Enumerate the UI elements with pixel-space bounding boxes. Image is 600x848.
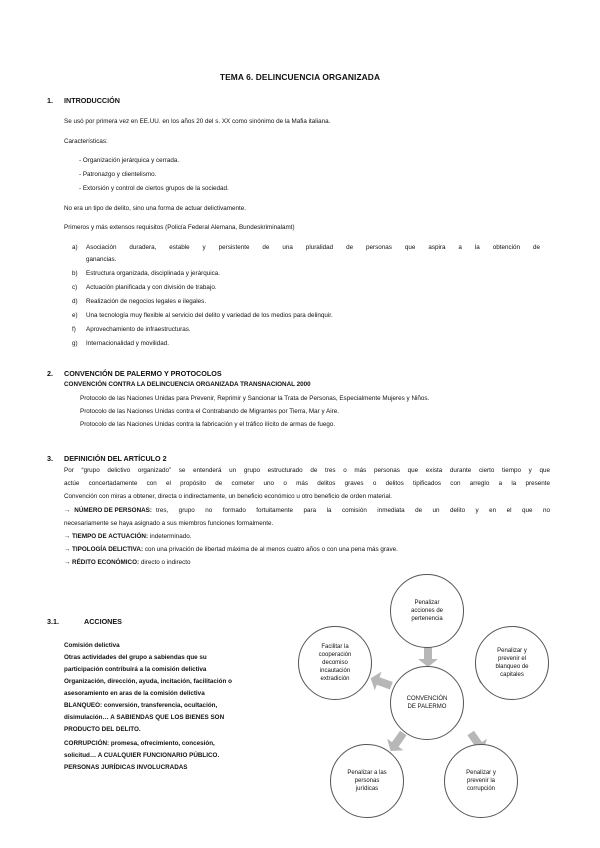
node-text: capitales — [500, 672, 524, 678]
definition-paragraph: Por “grupo delictivo organizado” se entenderá un grupo estructurado de tres o más personas que exista durante cierto tiempo y que — [64, 467, 550, 474]
protocol-item: Protocolo de las Naciones Unidas contra el Contrabando de Migrantes por Tierra, Mar y Aire. — [80, 408, 340, 415]
node-text: blanqueo de — [495, 664, 529, 670]
requirement-text-cont: ganancias. — [86, 256, 117, 263]
convention-subheading: CONVENCIÓN CONTRA LA DELINCUENCIA ORGANIZADA TRANSNACIONAL 2000 — [64, 381, 311, 388]
criterion-text: tres, grupo no formado fortuitamente para la comisión inmediata de un delito y en el que no — [155, 507, 550, 514]
requirement-letter: g) — [72, 340, 78, 347]
section-1-number: 1. — [47, 96, 53, 105]
action-line: CORRUPCIÓN: promesa, ofrecimiento, concesión, — [64, 740, 215, 747]
node-text: personas — [354, 778, 380, 784]
node-text: acciones de — [410, 608, 444, 614]
document-title: TEMA 6. DELINCUENCIA ORGANIZADA — [219, 72, 381, 82]
node-text: prevenir la — [466, 778, 495, 784]
requirement-text: Realización de negocios legales e ilegales. — [86, 298, 207, 305]
characteristic-item: - Patronazgo y clientelismo. — [79, 171, 157, 178]
requirement-text: Estructura organizada, disciplinada y jerárquica. — [86, 270, 221, 277]
section-3-1-heading: ACCIONES — [84, 617, 122, 626]
requirement-letter: c) — [72, 284, 78, 291]
criterion-label: TIEMPO DE ACTUACIÓN: — [72, 533, 149, 540]
arrow-icon: → — [64, 559, 71, 566]
definition-paragraph: Convención con miras a obtener, directa o indirectamente, un beneficio económico u otro beneficio de orden material. — [64, 493, 392, 500]
node-text: incautación — [319, 668, 351, 674]
palermo-cycle-diagram — [282, 560, 600, 848]
criterion-text: indeterminado. — [149, 533, 192, 540]
criterion-label: RÉDITO ECONÓMICO: — [72, 559, 140, 566]
criterion-economic — [64, 559, 191, 566]
node-text: Facilitar la — [321, 644, 349, 650]
requirement-letter: b) — [72, 270, 78, 277]
node-corrupcion — [444, 744, 518, 818]
requirement-letter: a) — [72, 244, 78, 251]
characteristic-item: - Extorsión y control de ciertos grupos de la sociedad. — [79, 185, 229, 192]
requirements-intro: Primeros y más extensos requisitos (Policía Federal Alemana, Bundeskriminalamt) — [64, 224, 295, 231]
criterion-label: TIPOLOGÍA DELICTIVA: — [72, 546, 144, 553]
action-line: asesoramiento en aras de la comisión delictiva — [64, 690, 205, 697]
criterion-text: con una privación de libertad máxima de al menos cuatro años o con una pena más grave. — [144, 546, 398, 553]
action-line: Comisión delictiva — [64, 642, 120, 649]
criterion-text-cont: necesariamente se haya asignado a sus miembros funciones formalmente. — [64, 520, 274, 527]
criterion-time — [64, 533, 191, 540]
section-3-1-number: 3.1. — [47, 617, 59, 626]
node-text: prevenir el — [497, 656, 526, 662]
not-crime-text: No era un tipo de delito, sino una forma de actuar delictivamente. — [64, 205, 247, 212]
requirement-text: Una tecnología muy flexible al servicio del delito y variedad de los medios para delinquir. — [86, 312, 333, 319]
node-text: extradición — [320, 676, 350, 682]
arrow-icon: → — [64, 533, 71, 540]
arrow-icon: → — [64, 507, 71, 514]
node-blanqueo — [475, 626, 549, 700]
intro-text: Se usó por primera vez en EE.UU. en los años 20 del s. XX como sinónimo de la Mafia italiana. — [64, 118, 331, 125]
node-text: Penalizar y — [497, 648, 527, 654]
protocol-item: Protocolo de las Naciones Unidas para Prevenir, Reprimir y Sancionar la Trata de Personas, Especialmente Mujeres y Niños. — [80, 395, 430, 402]
characteristic-item: - Organización jerárquica y cerrada. — [79, 157, 180, 164]
section-2-heading: CONVENCIÓN DE PALERMO Y PROTOCOLOS — [64, 369, 222, 378]
cycle-arrow — [418, 645, 438, 667]
action-line: Organización, dirección, ayuda, incitación, facilitación o — [64, 678, 232, 685]
node-center-convencion — [390, 666, 464, 740]
requirement-text: Actuación planificada y con división de trabajo. — [86, 284, 217, 291]
requirement-text: Aprovechamiento de infraestructuras. — [86, 326, 191, 333]
node-text: jurídicas — [355, 786, 379, 792]
section-1-heading: INTRODUCCIÓN — [64, 96, 120, 105]
criterion-text: directo o indirecto — [140, 559, 191, 566]
node-text: DE PALERMO — [407, 704, 447, 710]
criterion-typology — [64, 546, 398, 553]
node-text: Penalizar — [414, 600, 440, 606]
action-line: PERSONAS JURÍDICAS INVOLUCRADAS — [64, 764, 188, 771]
node-text: corrupción — [466, 786, 495, 792]
requirement-text: Asociación duradera, estable y persistente de una pluralidad de personas que aspira a la obtención de — [86, 244, 540, 251]
action-line: disimulación… A SABIENDAS QUE LOS BIENES SON — [64, 714, 225, 721]
criterion-number-persons — [64, 507, 550, 514]
node-text: pertenencia — [411, 616, 443, 622]
node-text: CONVENCIÓN — [406, 696, 448, 702]
node-text: Penalizar a las — [347, 770, 387, 776]
action-line: participación contribuirá a la comisión delictiva — [64, 666, 207, 673]
node-text: Penalizar y — [466, 770, 496, 776]
action-line: PRODUCTO DEL DELITO. — [64, 726, 141, 733]
action-line: BLANQUEO: conversión, transferencia, ocultación, — [64, 702, 218, 709]
section-2-number: 2. — [47, 369, 53, 378]
node-text: cooperación — [318, 652, 352, 658]
node-text: decomiso — [322, 660, 348, 666]
requirement-letter: f) — [72, 326, 76, 333]
arrow-icon: → — [64, 546, 71, 553]
node-personas-juridicas — [330, 744, 404, 818]
section-3-number: 3. — [47, 454, 53, 463]
definition-paragraph: actúe concertadamente con el propósito de cometer uno o más delitos graves o delitos tipificados con arreglo a la presente — [64, 480, 550, 487]
requirement-letter: e) — [72, 312, 78, 319]
action-line: Otras actividades del grupo a sabiendas que su — [64, 654, 207, 661]
protocol-item: Protocolo de las Naciones Unidas contra la fabricación y el tráfico ilícito de armas de fuego. — [80, 421, 336, 428]
requirement-letter: d) — [72, 298, 78, 305]
node-cooperacion — [298, 626, 372, 700]
criterion-label: NÚMERO DE PERSONAS: — [74, 507, 152, 514]
requirement-text: Internacionalidad y movilidad. — [86, 340, 169, 347]
action-line: solicitud… A CUALQUIER FUNCIONARIO PÚBLICO. — [64, 752, 220, 759]
characteristics-label: Características: — [64, 138, 108, 145]
node-pertenencia — [390, 574, 464, 648]
section-3-heading: DEFINICIÓN DEL ARTÍCULO 2 — [64, 454, 167, 463]
